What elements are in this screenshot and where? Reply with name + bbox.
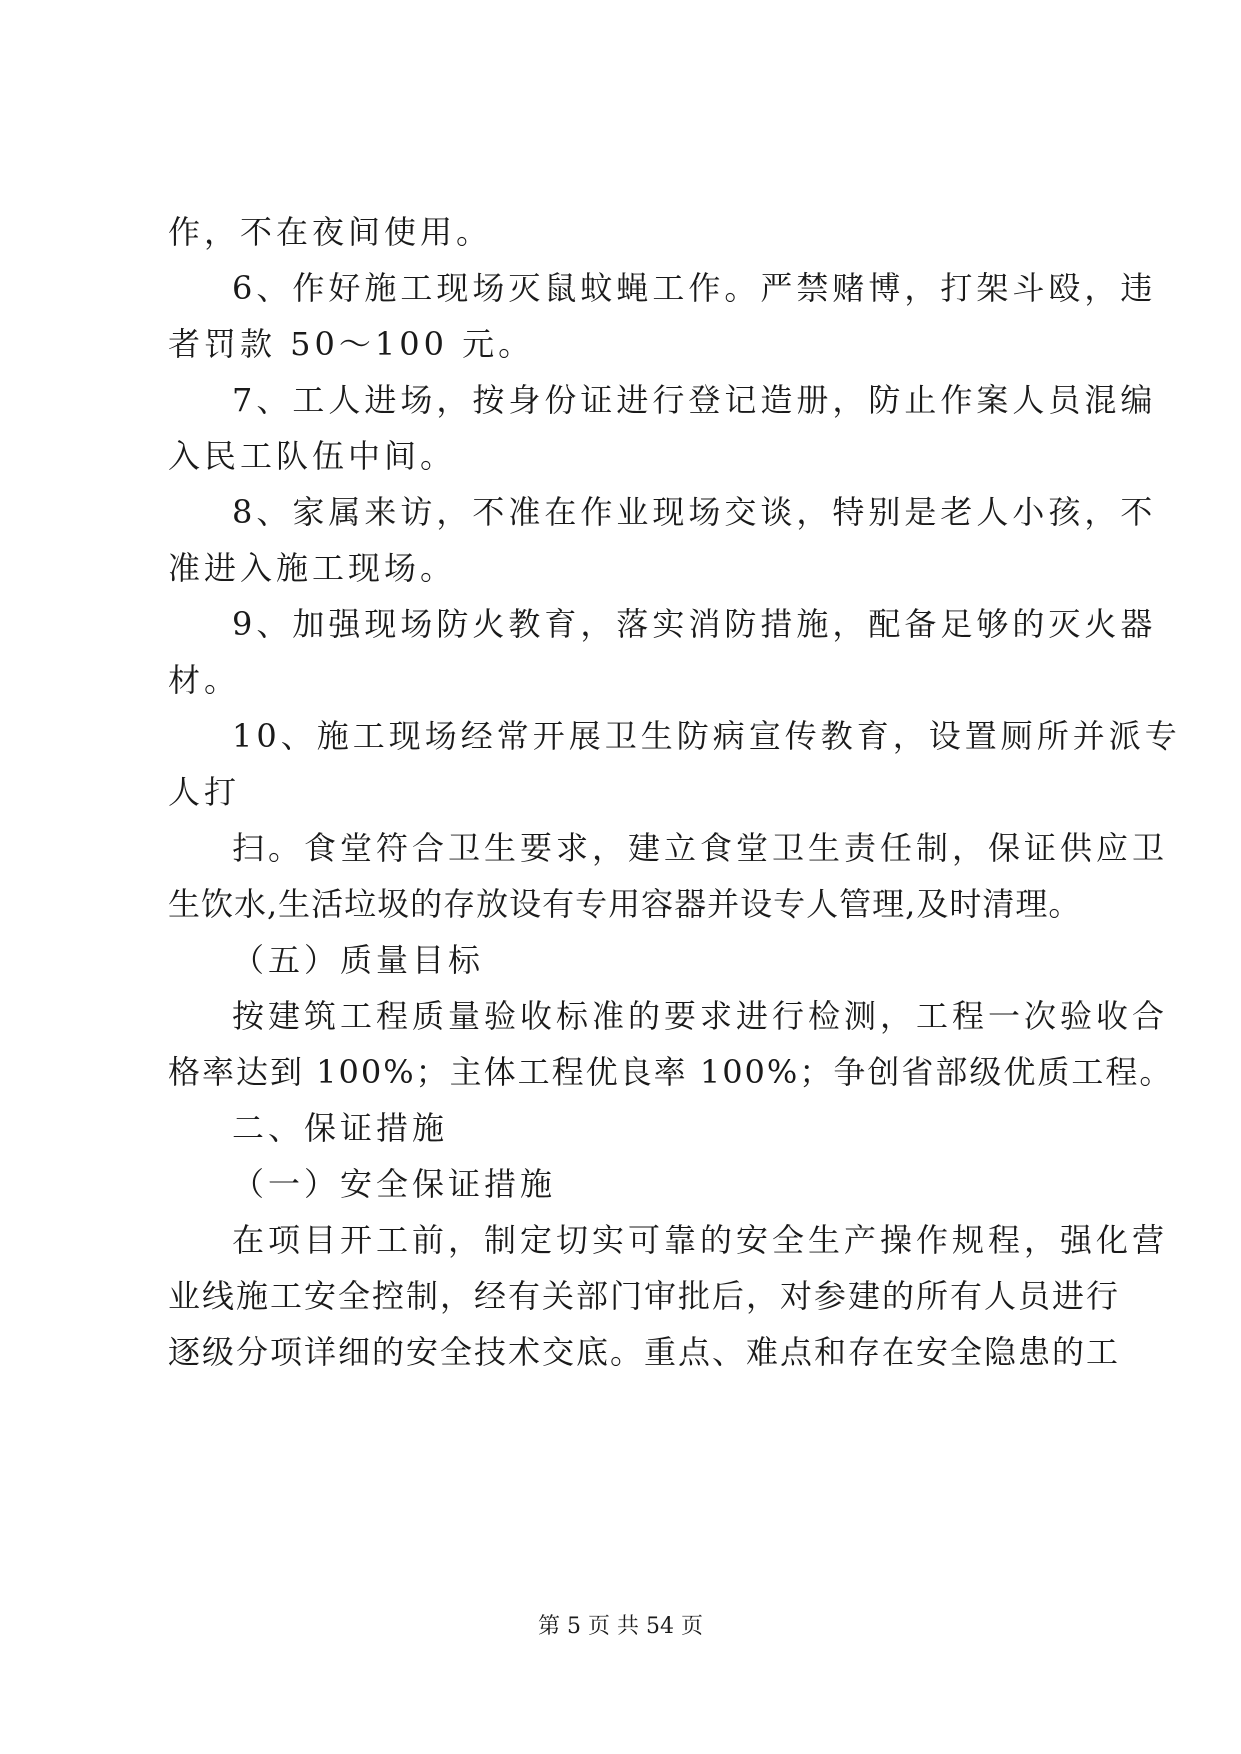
text-line: 业线施工安全控制，经有关部门审批后，对参建的所有人员进行 [168,1277,1121,1315]
text-line: 在项目开工前，制定切实可靠的安全生产操作规程，强化营 [232,1221,1169,1259]
text-line: 生饮水,生活垃圾的存放设有专用容器并设专人管理,及时清理。 [168,885,1082,923]
text-line: 按建筑工程质量验收标准的要求进行检测，工程一次验收合 [232,997,1169,1035]
text-line: 6、作好施工现场灭鼠蚊蝇工作。严禁赌博，打架斗殴，违 [232,269,1157,307]
text-line: 格率达到 100%；主体工程优良率 100%；争创省部级优质工程。 [168,1053,1174,1091]
text-line: 入民工队伍中间。 [168,437,457,475]
text-line: 材。 [168,661,241,699]
text-line: 逐级分项详细的安全技术交底。重点、难点和存在安全隐患的工 [168,1333,1121,1371]
page-number-footer: 第 5 页 共 54 页 [538,1614,703,1639]
text-line: 扫。食堂符合卫生要求，建立食堂卫生责任制，保证供应卫 [232,829,1169,867]
text-line: 8、家属来访，不准在作业现场交谈，特别是老人小孩，不 [232,493,1157,531]
text-line: 人打 [168,773,241,811]
text-line: 10、施工现场经常开展卫生防病宣传教育，设置厕所并派专 [232,717,1181,755]
text-line: 7、工人进场，按身份证进行登记造册，防止作案人员混编 [232,381,1157,419]
text-line: 准进入施工现场。 [168,549,457,587]
text-line: 者罚款 50～100 元。 [168,325,535,363]
section-heading: 二、保证措施 [232,1109,449,1147]
section-heading: （五）质量目标 [232,941,485,979]
text-line: 9、加强现场防火教育，落实消防措施，配备足够的灭火器 [232,605,1157,643]
text-line: 作，不在夜间使用。 [168,213,493,251]
section-heading: （一）安全保证措施 [232,1165,557,1203]
